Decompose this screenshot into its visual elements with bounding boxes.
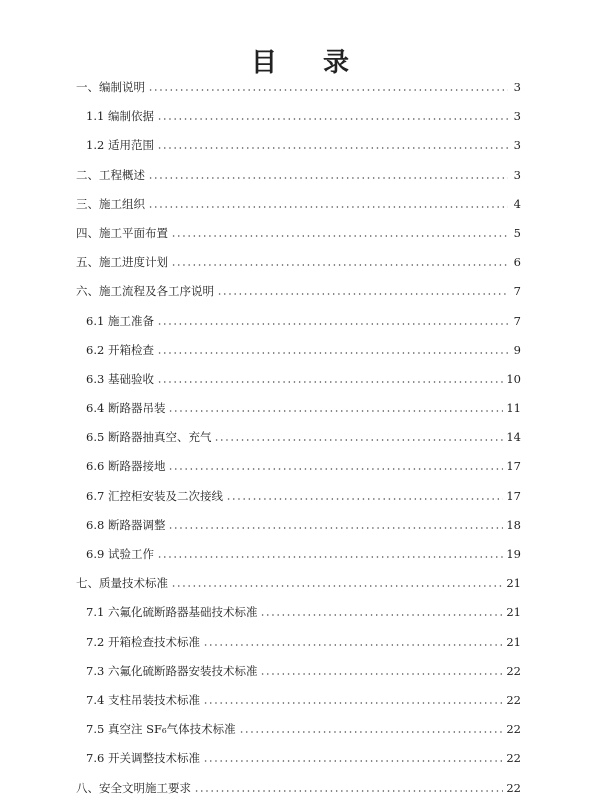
toc-subentry[interactable] (76, 489, 521, 503)
toc-leader-dots (168, 527, 503, 529)
toc-subentry[interactable] (76, 459, 521, 473)
toc-spacer (76, 503, 521, 518)
toc-leader-dots (260, 673, 503, 675)
toc-leader-dots (214, 439, 503, 441)
toc-page-number: 21 (506, 605, 521, 620)
toc-entry-label: 二、工程概述 (76, 167, 145, 182)
toc-leader-dots (171, 264, 508, 266)
toc-spacer (76, 94, 521, 109)
toc-entry-label: 6.9 试验工作 (86, 547, 154, 561)
toc-entry[interactable] (76, 168, 521, 182)
toc-page-number: 11 (506, 401, 521, 416)
toc-page-number: 14 (506, 430, 521, 445)
toc-leader-dots (157, 118, 508, 120)
toc-spacer (76, 415, 521, 430)
toc-spacer (76, 240, 521, 255)
toc-leader-dots (168, 410, 503, 412)
toc-page-number: 6 (513, 255, 521, 270)
toc-page-number: 3 (513, 138, 521, 153)
toc-page-number: 9 (513, 342, 521, 357)
toc-entry-label: 八、安全文明施工要求 (76, 780, 191, 795)
toc-leader-dots (157, 381, 503, 383)
toc-spacer (76, 182, 521, 197)
toc-leader-dots (239, 731, 504, 733)
toc-leader-dots (194, 790, 503, 792)
toc-entry-label: 六、施工流程及各工序说明 (76, 284, 214, 299)
toc-leader-dots (148, 89, 508, 91)
toc-subentry[interactable] (76, 635, 521, 649)
toc-entry-label: 7.6 开关调整技术标准 (86, 751, 200, 766)
toc-spacer (76, 473, 521, 488)
toc-page-number: 22 (506, 663, 521, 678)
toc-entry-label: 6.4 断路器吊装 (86, 401, 166, 416)
toc-page-number: 21 (506, 576, 521, 591)
toc-entry-label: 7.4 支柱吊装技术标准 (86, 692, 200, 707)
toc-entry-label: 6.5 断路器抽真空、充气 (86, 430, 212, 445)
toc-entry[interactable] (76, 226, 521, 240)
toc-spacer (76, 211, 521, 226)
toc-leader-dots (171, 585, 503, 587)
toc-spacer (76, 649, 521, 664)
toc-leader-dots (148, 177, 508, 179)
toc-subentry[interactable] (76, 343, 521, 357)
toc-entry-label: 7.2 开箱检查技术标准 (86, 634, 200, 649)
toc-page-number: 21 (506, 634, 521, 649)
toc-subentry[interactable] (76, 314, 521, 328)
toc-spacer (76, 298, 521, 313)
toc-page-number: 4 (513, 196, 521, 211)
toc-entry[interactable] (76, 284, 521, 298)
toc-page-number: 7 (513, 284, 521, 299)
toc-subentry[interactable] (76, 664, 521, 678)
toc-page-number: 17 (506, 459, 521, 474)
toc-subentry[interactable] (76, 430, 521, 444)
toc-leader-dots (157, 352, 508, 354)
toc-entry[interactable] (76, 80, 521, 94)
page-title (0, 42, 600, 79)
toc-entry[interactable] (76, 255, 521, 269)
toc-leader-dots (157, 556, 503, 558)
toc-leader-dots (260, 614, 503, 616)
table-of-contents (76, 80, 521, 795)
toc-leader-dots (168, 468, 503, 470)
toc-leader-dots (226, 498, 503, 500)
toc-page-number: 7 (513, 313, 521, 328)
toc-entry-label: 一、编制说明 (76, 80, 145, 94)
toc-entry-label: 1.1 编制依据 (86, 109, 154, 124)
toc-subentry[interactable] (76, 372, 521, 386)
toc-spacer (76, 386, 521, 401)
toc-spacer (76, 619, 521, 634)
toc-entry-label: 6.1 施工准备 (86, 313, 154, 328)
toc-page-number: 5 (513, 225, 521, 240)
toc-page-number: 3 (513, 167, 521, 182)
toc-page-number: 22 (506, 780, 521, 795)
toc-entry-label: 四、施工平面布置 (76, 225, 168, 240)
toc-entry-label: 6.7 汇控柜安装及二次接线 (86, 488, 223, 503)
title-char-2: 录 (323, 48, 350, 78)
toc-entry-label: 7.5 真空注 SF₆气体技术标准 (86, 722, 236, 737)
toc-page-number: 18 (506, 517, 521, 532)
title-char-1: 目 (250, 48, 277, 78)
toc-spacer (76, 152, 521, 167)
toc-spacer (76, 736, 521, 751)
toc-leader-dots (148, 206, 508, 208)
toc-page-number: 3 (513, 109, 521, 124)
toc-spacer (76, 532, 521, 547)
toc-subentry[interactable] (76, 722, 521, 736)
toc-entry-label: 7.1 六氟化硫断路器基础技术标准 (86, 605, 258, 620)
toc-entry[interactable] (76, 781, 521, 795)
toc-page-number: 19 (506, 547, 521, 561)
toc-leader-dots (157, 147, 508, 149)
toc-entry[interactable] (76, 197, 521, 211)
toc-spacer (76, 561, 521, 576)
toc-entry-label: 6.6 断路器接地 (86, 459, 166, 474)
toc-spacer (76, 444, 521, 459)
toc-page-number: 10 (506, 371, 521, 386)
toc-spacer (76, 269, 521, 284)
toc-spacer (76, 707, 521, 722)
toc-page-number: 22 (506, 692, 521, 707)
toc-page-number: 22 (506, 722, 521, 737)
toc-entry-label: 三、施工组织 (76, 196, 145, 211)
toc-entry-label: 6.3 基础验收 (86, 371, 154, 386)
toc-entry-label: 7.3 六氟化硫断路器安装技术标准 (86, 663, 258, 678)
toc-subentry[interactable] (76, 547, 521, 561)
toc-spacer (76, 357, 521, 372)
toc-subentry[interactable] (76, 605, 521, 619)
toc-subentry[interactable] (76, 751, 521, 765)
toc-subentry[interactable] (76, 138, 521, 152)
toc-leader-dots (171, 235, 508, 237)
toc-leader-dots (203, 702, 503, 704)
toc-entry-label: 6.8 断路器调整 (86, 517, 166, 532)
toc-spacer (76, 328, 521, 343)
toc-spacer (76, 678, 521, 693)
toc-entry[interactable] (76, 576, 521, 590)
toc-entry-label: 6.2 开箱检查 (86, 342, 154, 357)
toc-leader-dots (217, 293, 508, 295)
toc-page-number: 22 (506, 751, 521, 766)
toc-subentry[interactable] (76, 401, 521, 415)
toc-entry-label: 五、施工进度计划 (76, 255, 168, 270)
toc-subentry[interactable] (76, 693, 521, 707)
toc-page-number: 3 (513, 80, 521, 94)
toc-page-number: 17 (506, 488, 521, 503)
toc-subentry[interactable] (76, 109, 521, 123)
toc-leader-dots (203, 644, 503, 646)
toc-leader-dots (203, 760, 503, 762)
toc-entry-label: 七、质量技术标准 (76, 576, 168, 591)
toc-spacer (76, 590, 521, 605)
toc-subentry[interactable] (76, 518, 521, 532)
toc-entry-label: 1.2 适用范围 (86, 138, 154, 153)
toc-leader-dots (157, 323, 508, 325)
toc-spacer (76, 123, 521, 138)
